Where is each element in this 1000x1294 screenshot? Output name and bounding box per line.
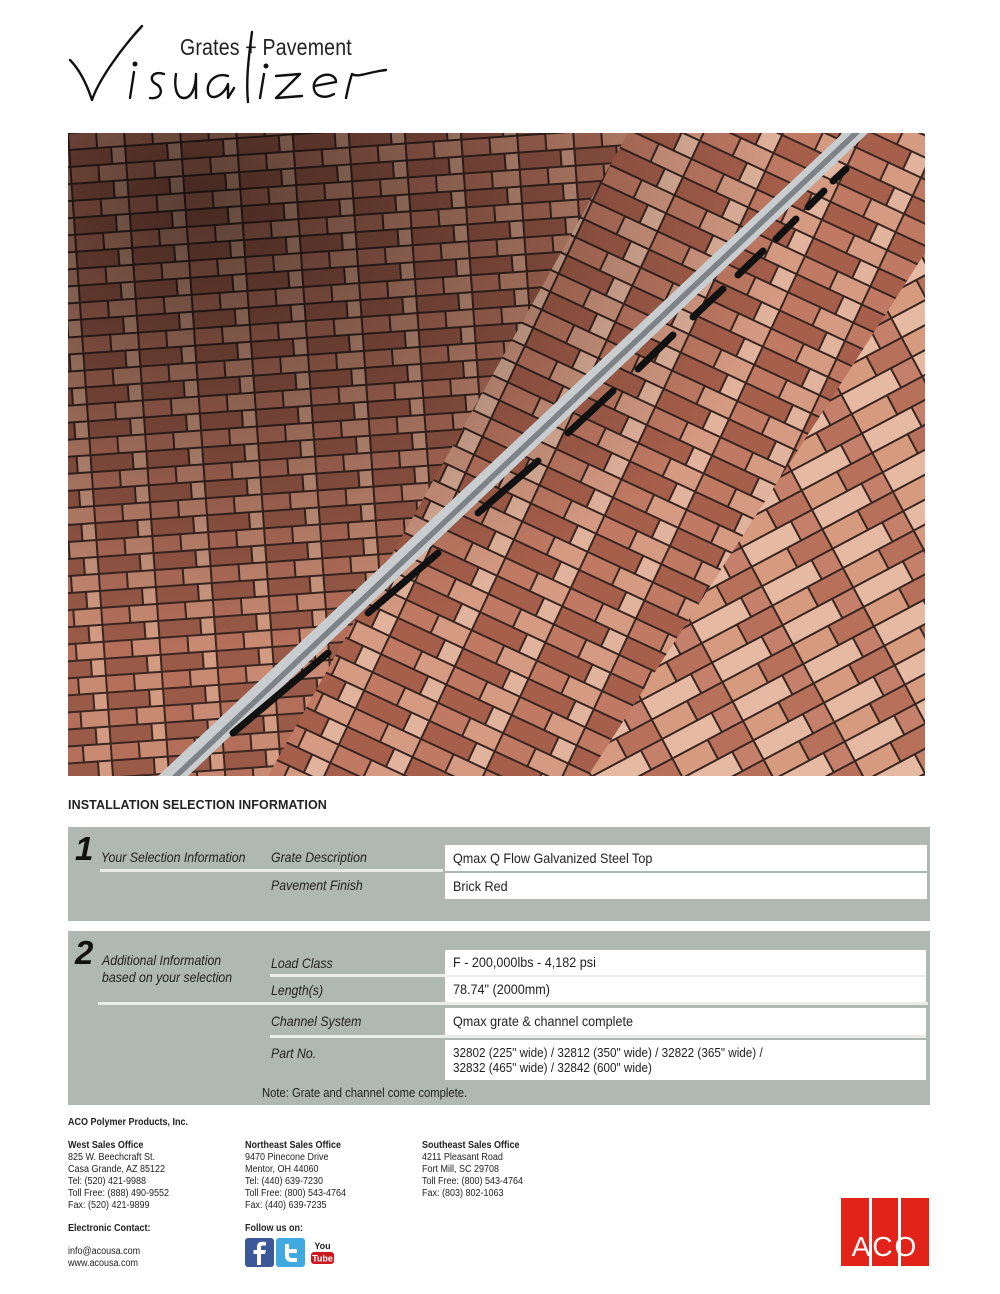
company-name: ACO Polymer Products, Inc.	[68, 1117, 189, 1128]
field-label: Part No.	[271, 1045, 317, 1061]
channel-system-value: Qmax grate & channel complete	[445, 1008, 926, 1035]
electronic-contact-title: Electronic Contact:	[68, 1223, 151, 1234]
facebook-icon[interactable]	[245, 1238, 274, 1267]
follow-title: Follow us on:	[245, 1223, 303, 1234]
step-number: 1	[75, 830, 94, 867]
youtube-icon[interactable]	[308, 1238, 337, 1267]
field-label: Load Class	[271, 955, 333, 971]
field-label: Grate Description	[271, 849, 367, 865]
aco-logo-text: ACO	[851, 1231, 919, 1262]
additional-label-line2: based on your selection	[102, 969, 233, 985]
aco-logo	[841, 1198, 929, 1266]
hero-paving-image	[68, 133, 925, 776]
southeast-office-title: Southeast Sales Office	[422, 1140, 520, 1151]
website-link[interactable]: www.acousa.com	[68, 1258, 139, 1269]
west-office-title: West Sales Office	[68, 1140, 144, 1151]
southeast-office-address: 4211 Pleasant Road Fort Mill, SC 29708 Toll Free: (800) 543-4764 Fax: (803) 802-1063	[422, 1152, 524, 1199]
additional-label-line1: Additional Information	[102, 952, 222, 968]
divider	[270, 1035, 926, 1038]
length-value: 78.74" (2000mm)	[445, 977, 926, 1002]
svg-text:Tube: Tube	[312, 1253, 333, 1264]
svg-text:You: You	[314, 1241, 331, 1251]
logo-subtitle: Grates + Pavement	[180, 34, 352, 60]
northeast-office-title: Northeast Sales Office	[245, 1140, 342, 1151]
field-label: Pavement Finish	[271, 877, 363, 893]
note: Note: Grate and channel come complete.	[262, 1086, 468, 1100]
divider	[100, 869, 443, 872]
west-office-address: 825 W. Beechcraft St. Casa Grande, AZ 85122 Tel: (520) 421-9988 Toll Free: (888) 490-9552 Fax: (520) 421-9899	[68, 1152, 170, 1211]
additional-info-panel	[68, 931, 930, 1105]
selection-panel	[68, 827, 930, 921]
field-label: Channel System	[271, 1013, 362, 1029]
field-label: Length(s)	[271, 982, 324, 998]
northeast-office-address: 9470 Pinecone Drive Mentor, OH 44060 Tel: (440) 639-7230 Toll Free: (800) 543-4764 Fax: (440) 639-7235	[245, 1152, 347, 1211]
step-number: 2	[75, 934, 94, 971]
load-class-value: F - 200,000lbs - 4,182 psi	[445, 950, 926, 975]
email-link[interactable]: info@acousa.com	[68, 1246, 141, 1257]
visualizer-logo	[68, 22, 398, 117]
twitter-icon[interactable]	[276, 1238, 305, 1267]
selection-label: Your Selection Information	[101, 849, 246, 865]
divider	[98, 1002, 928, 1005]
pavement-finish-value: Brick Red	[445, 873, 927, 899]
section-title: INSTALLATION SELECTION INFORMATION	[68, 798, 327, 812]
part-number-value: 32802 (225" wide) / 32812 (350" wide) / 32822 (365" wide) / 32832 (465" wide) / 32842 (600" wide)	[445, 1040, 926, 1080]
grate-description-value: Qmax Q Flow Galvanized Steel Top	[445, 845, 927, 871]
